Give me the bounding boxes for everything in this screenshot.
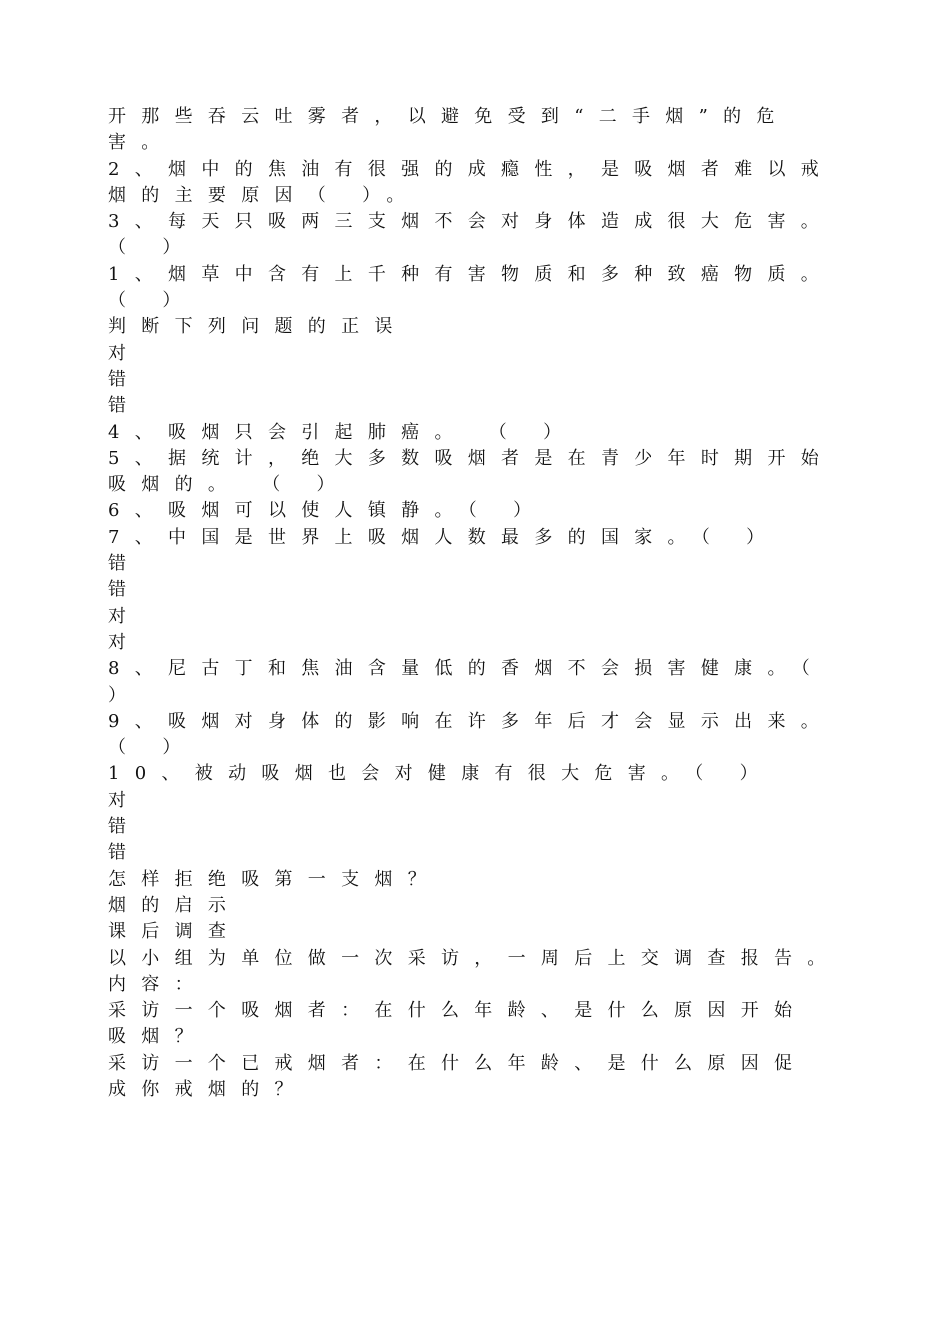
question-5-line: 5、据统计，绝大多数吸烟者是在青少年时期开始 [108, 447, 835, 469]
question-7-line: 7、中国是世界上吸烟人数最多的国家。（ ） [108, 526, 780, 548]
answer-bracket: （ ） [108, 237, 196, 259]
question-6-line: 6、吸烟可以使人镇静。（ ） [108, 500, 547, 522]
section-heading: 判断下列问题的正误 [108, 316, 408, 338]
section-heading: 课后调查 [108, 921, 242, 943]
assignment-text: 采访一个已戒烟者：在什么年龄、是什么原因促 [108, 1052, 808, 1074]
answer-mark: 错 [108, 368, 142, 390]
answer-mark: 对 [108, 605, 142, 627]
answer-mark: 错 [108, 579, 142, 601]
assignment-text: 内容： [108, 973, 208, 995]
assignment-text: 以小组为单位做一次采访，一周后上交调查报告。 [108, 947, 841, 969]
question-2-line: 烟的主要原因（ ）。 [108, 184, 420, 206]
answer-mark: 对 [108, 631, 142, 653]
question-3-line: 3、每天只吸两三支烟不会对身体造成很大危害。 [108, 211, 835, 233]
assignment-text: 吸烟？ [108, 1026, 208, 1048]
question-8-line: ） [108, 684, 142, 706]
question-8-line: 8、尼古丁和焦油含量低的香烟不会损害健康。（ [108, 658, 826, 680]
section-heading: 烟的启示 [108, 894, 242, 916]
answer-mark: 错 [108, 395, 142, 417]
answer-bracket: （ ） [108, 290, 196, 312]
answer-bracket: （ ） [108, 737, 196, 759]
question-4-line: 4、吸烟只会引起肺癌。 （ ） [108, 421, 577, 443]
text-line: 害。 [108, 132, 175, 154]
answer-mark: 错 [108, 842, 142, 864]
answer-mark: 对 [108, 789, 142, 811]
discussion-question: 怎样拒绝吸第一支烟？ [108, 868, 441, 890]
question-9-line: 9、吸烟对身体的影响在许多年后才会显示出来。 [108, 710, 835, 732]
question-10-line: 10、被动吸烟也会对健康有很大危害。（ ） [108, 763, 773, 785]
question-2-line: 2、烟中的焦油有很强的成瘾性，是吸烟者难以戒 [108, 158, 835, 180]
assignment-text: 成你戒烟的？ [108, 1078, 308, 1100]
text-line: 开那些吞云吐雾者，以避免受到“二手烟”的危 [108, 106, 790, 127]
answer-mark: 错 [108, 553, 142, 575]
answer-mark: 对 [108, 342, 142, 364]
answer-mark: 错 [108, 816, 142, 838]
assignment-text: 采访一个吸烟者：在什么年龄、是什么原因开始 [108, 1000, 808, 1022]
question-1-line: 1、烟草中含有上千种有害物质和多种致癌物质。 [108, 263, 835, 285]
document-body [108, 104, 848, 1103]
question-5-line: 吸烟的。 （ ） [108, 474, 350, 496]
